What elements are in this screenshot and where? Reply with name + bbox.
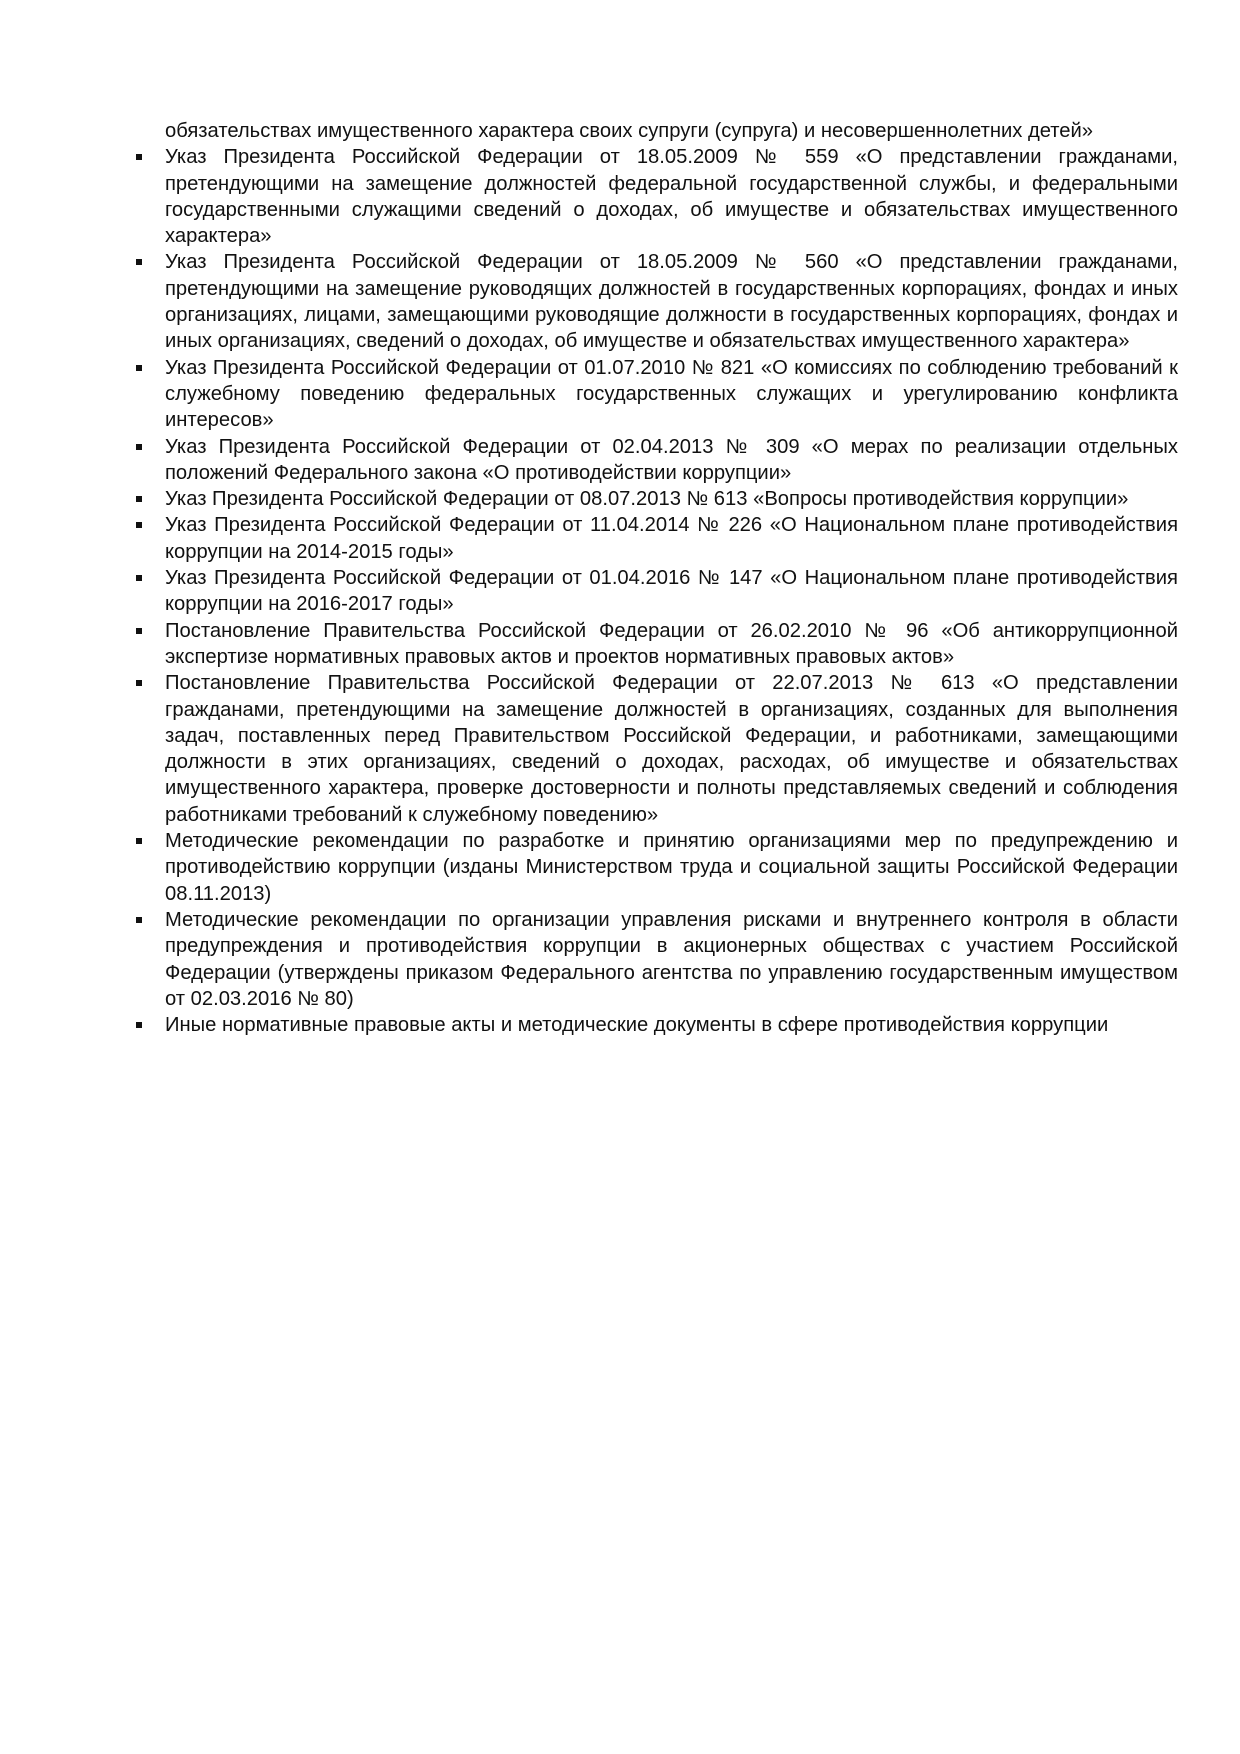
list-item xyxy=(165,486,1178,512)
legal-acts-list xyxy=(165,144,1178,1038)
square-bullet-icon xyxy=(136,1022,142,1028)
continuation-paragraph: обязательствах имущественного характера своих супруги (супруга) и несовершеннолетних детей» xyxy=(165,120,1094,142)
list-item xyxy=(165,144,1178,249)
list-item xyxy=(165,512,1178,565)
square-bullet-icon xyxy=(136,259,142,265)
list-item xyxy=(165,565,1178,618)
square-bullet-icon xyxy=(136,365,142,371)
list-item-text: Указ Президента Российской Федерации от 01.07.2010 № 821 «О комиссиях по соблюдению требований к служебному поведению федеральных государственных служащих и урегулированию конфликта интересов» xyxy=(165,356,1178,432)
list-item-text: Указ Президента Российской Федерации от 02.04.2013 № 309 «О мерах по реализации отдельных положений Федерального закона «О противодействии коррупции» xyxy=(165,435,1178,484)
square-bullet-icon xyxy=(136,680,142,686)
list-item xyxy=(165,1012,1178,1038)
list-item xyxy=(165,670,1178,828)
list-item xyxy=(165,355,1178,434)
square-bullet-icon xyxy=(136,917,142,923)
list-item-text: Указ Президента Российской Федерации от 11.04.2014 № 226 «О Национальном плане противодействия коррупции на 2014-2015 годы» xyxy=(165,514,1178,563)
square-bullet-icon xyxy=(136,522,142,528)
list-item-text: Методические рекомендации по разработке и принятию организациями мер по предупреждению и противодействию коррупции (изданы Министерством труда и социальной защиты Российской Федерации 08.11.2013) xyxy=(165,830,1178,905)
square-bullet-icon xyxy=(136,838,142,844)
document-body xyxy=(165,118,1178,1038)
list-item-text: Иные нормативные правовые акты и методические документы в сфере противодействия коррупции xyxy=(165,1014,1109,1037)
list-item-text: Указ Президента Российской Федерации от 18.05.2009 № 560 «О представлении гражданами, претендующими на замещение руководящих должностей в государственных корпорациях, фондах и иных организациях, лицами, замещающими руководящие должности в государственных корпорациях, фондах и иных организациях, сведений о доходах, об имуществе и обязательствах имущественного характера» xyxy=(165,251,1178,353)
square-bullet-icon xyxy=(136,154,142,160)
square-bullet-icon xyxy=(136,444,142,450)
square-bullet-icon xyxy=(136,628,142,634)
list-item xyxy=(165,907,1178,1012)
list-item xyxy=(165,249,1178,354)
list-item-text: Указ Президента Российской Федерации от 08.07.2013 № 613 «Вопросы противодействия коррупции» xyxy=(165,488,1129,511)
list-item xyxy=(165,618,1178,671)
list-item-text: Указ Президента Российской Федерации от 18.05.2009 № 559 «О представлении гражданами, претендующими на замещение должностей федеральной государственной службы, и федеральными государственными служащими сведений о доходах, об имуществе и обязательствах имущественного характера» xyxy=(165,146,1178,248)
list-item xyxy=(165,828,1178,907)
square-bullet-icon xyxy=(136,496,142,502)
list-item-text: Методические рекомендации по организации управления рисками и внутреннего контроля в области предупреждения и противодействия коррупции в акционерных обществах с участием Российской Федерации (утверждены приказом Федерального агентства по управлению государственным имуществом от 02.03.2016 № 80) xyxy=(165,908,1178,1010)
square-bullet-icon xyxy=(136,575,142,581)
list-item-text: Постановление Правительства Российской Федерации от 22.07.2013 № 613 «О представлении гражданами, претендующими на замещение должностей в организациях, созданных для выполнения задач, поставленных перед Правительством Российской Федерации, и работниками, замещающими должности в этих организациях, сведений о доходах, расходах, об имуществе и обязательствах имущественного характера, проверке достоверности и полноты представляемых сведений и соблюдения работниками требований к служебному поведению» xyxy=(165,672,1178,826)
list-item-text: Постановление Правительства Российской Федерации от 26.02.2010 № 96 «Об антикоррупционной экспертизе нормативных правовых актов и проектов нормативных правовых актов» xyxy=(165,619,1178,668)
list-item xyxy=(165,434,1178,487)
list-item-text: Указ Президента Российской Федерации от 01.04.2016 № 147 «О Национальном плане противодействия коррупции на 2016-2017 годы» xyxy=(165,567,1178,616)
